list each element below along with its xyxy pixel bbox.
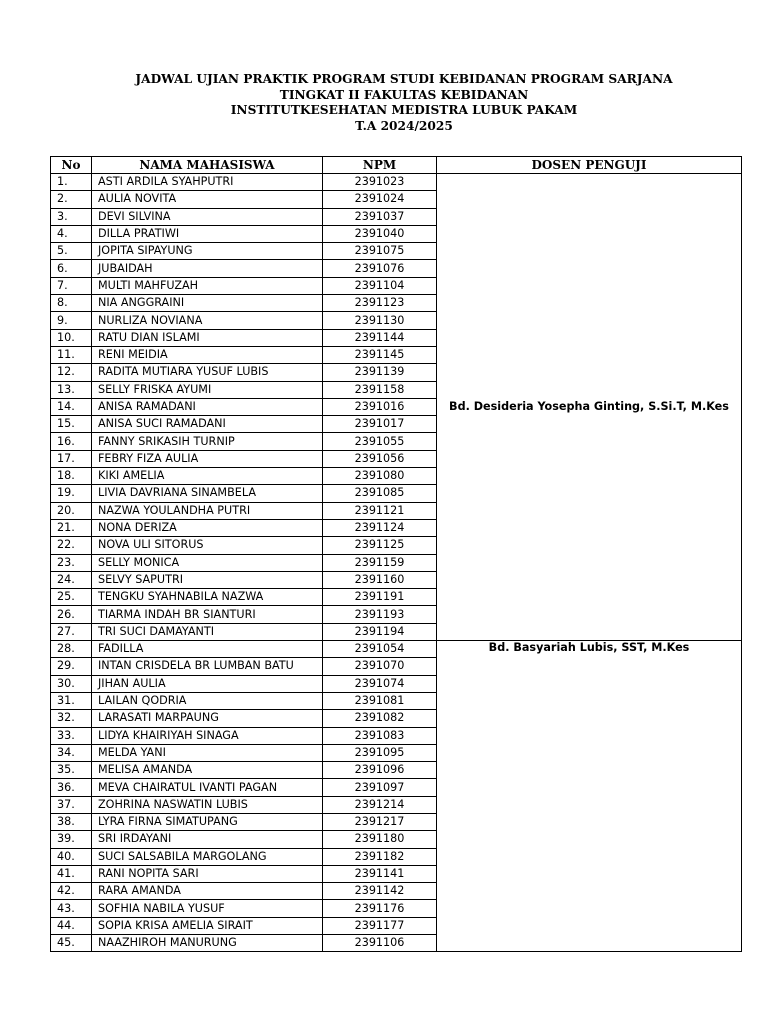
- student-npm: 2391040: [323, 225, 437, 242]
- student-name: SOPIA KRISA AMELIA SIRAIT: [92, 917, 323, 934]
- row-number: 15.: [51, 416, 92, 433]
- student-name: MEVA CHAIRATUL IVANTI PAGAN: [92, 779, 323, 796]
- row-number: 22.: [51, 537, 92, 554]
- student-npm: 2391081: [323, 692, 437, 709]
- student-name: ZOHRINA NASWATIN LUBIS: [92, 796, 323, 813]
- student-npm: 2391130: [323, 312, 437, 329]
- student-npm: 2391023: [323, 174, 437, 191]
- student-name: TRI SUCI DAMAYANTI: [92, 623, 323, 640]
- student-npm: 2391085: [323, 485, 437, 502]
- row-number: 5.: [51, 243, 92, 260]
- row-number: 39.: [51, 831, 92, 848]
- student-name: TENGKU SYAHNABILA NAZWA: [92, 589, 323, 606]
- student-name: NAZWA YOULANDHA PUTRI: [92, 502, 323, 519]
- student-name: NIA ANGGRAINI: [92, 295, 323, 312]
- student-name: LAILAN QODRIA: [92, 692, 323, 709]
- student-name: LYRA FIRNA SIMATUPANG: [92, 813, 323, 830]
- student-name: NONA DERIZA: [92, 519, 323, 536]
- row-number: 1.: [51, 174, 92, 191]
- row-number: 24.: [51, 571, 92, 588]
- row-number: 38.: [51, 813, 92, 830]
- student-npm: 2391083: [323, 727, 437, 744]
- row-number: 16.: [51, 433, 92, 450]
- student-npm: 2391141: [323, 865, 437, 882]
- student-npm: 2391139: [323, 364, 437, 381]
- student-name: JUBAIDAH: [92, 260, 323, 277]
- row-number: 41.: [51, 865, 92, 882]
- student-npm: 2391024: [323, 191, 437, 208]
- row-number: 19.: [51, 485, 92, 502]
- examiner-name: Bd. Basyariah Lubis, SST, M.Kes: [437, 641, 742, 952]
- student-name: MELISA AMANDA: [92, 762, 323, 779]
- row-number: 33.: [51, 727, 92, 744]
- student-name: JOPITA SIPAYUNG: [92, 243, 323, 260]
- student-npm: 2391194: [323, 623, 437, 640]
- exam-schedule-table: [50, 156, 742, 952]
- row-number: 40.: [51, 848, 92, 865]
- student-npm: 2391104: [323, 277, 437, 294]
- row-number: 36.: [51, 779, 92, 796]
- student-name: FEBRY FIZA AULIA: [92, 450, 323, 467]
- student-npm: 2391144: [323, 329, 437, 346]
- student-npm: 2391106: [323, 935, 437, 952]
- row-number: 37.: [51, 796, 92, 813]
- student-name: LARASATI MARPAUNG: [92, 710, 323, 727]
- student-npm: 2391123: [323, 295, 437, 312]
- student-name: INTAN CRISDELA BR LUMBAN BATU: [92, 658, 323, 675]
- row-number: 27.: [51, 623, 92, 640]
- table-body: [51, 174, 742, 952]
- student-name: AULIA NOVITA: [92, 191, 323, 208]
- student-name: NURLIZA NOVIANA: [92, 312, 323, 329]
- student-name: FANNY SRIKASIH TURNIP: [92, 433, 323, 450]
- student-npm: 2391082: [323, 710, 437, 727]
- student-npm: 2391191: [323, 589, 437, 606]
- row-number: 8.: [51, 295, 92, 312]
- row-number: 4.: [51, 225, 92, 242]
- row-number: 6.: [51, 260, 92, 277]
- student-name: MULTI MAHFUZAH: [92, 277, 323, 294]
- row-number: 17.: [51, 450, 92, 467]
- row-number: 14.: [51, 398, 92, 415]
- student-name: RADITA MUTIARA YUSUF LUBIS: [92, 364, 323, 381]
- student-name: RENI MEIDIA: [92, 346, 323, 363]
- student-npm: 2391054: [323, 641, 437, 658]
- row-number: 45.: [51, 935, 92, 952]
- row-number: 3.: [51, 208, 92, 225]
- student-npm: 2391159: [323, 554, 437, 571]
- title-line-1: JADWAL UJIAN PRAKTIK PROGRAM STUDI KEBIDANAN PROGRAM SARJANA: [135, 72, 673, 86]
- row-number: 26.: [51, 606, 92, 623]
- row-number: 35.: [51, 762, 92, 779]
- student-name: MELDA YANI: [92, 744, 323, 761]
- row-number: 13.: [51, 381, 92, 398]
- title-line-2: TINGKAT II FAKULTAS KEBIDANAN: [279, 87, 529, 102]
- student-name: SELVY SAPUTRI: [92, 571, 323, 588]
- student-name: NAAZHIROH MANURUNG: [92, 935, 323, 952]
- student-npm: 2391056: [323, 450, 437, 467]
- student-npm: 2391193: [323, 606, 437, 623]
- student-name: KIKI AMELIA: [92, 468, 323, 485]
- student-name: NOVA ULI SITORUS: [92, 537, 323, 554]
- student-npm: 2391075: [323, 243, 437, 260]
- student-name: ANISA SUCI RAMADANI: [92, 416, 323, 433]
- student-npm: 2391182: [323, 848, 437, 865]
- row-number: 31.: [51, 692, 92, 709]
- student-npm: 2391124: [323, 519, 437, 536]
- student-name: JIHAN AULIA: [92, 675, 323, 692]
- student-name: ASTI ARDILA SYAHPUTRI: [92, 174, 323, 191]
- student-npm: 2391055: [323, 433, 437, 450]
- student-name: RANI NOPITA SARI: [92, 865, 323, 882]
- row-number: 44.: [51, 917, 92, 934]
- student-npm: 2391217: [323, 813, 437, 830]
- row-number: 9.: [51, 312, 92, 329]
- student-name: SELLY MONICA: [92, 554, 323, 571]
- row-number: 29.: [51, 658, 92, 675]
- row-number: 43.: [51, 900, 92, 917]
- row-number: 21.: [51, 519, 92, 536]
- student-name: RATU DIAN ISLAMI: [92, 329, 323, 346]
- table-row: [51, 174, 742, 191]
- student-npm: 2391076: [323, 260, 437, 277]
- student-name: RARA AMANDA: [92, 883, 323, 900]
- student-name: SUCI SALSABILA MARGOLANG: [92, 848, 323, 865]
- student-name: ANISA RAMADANI: [92, 398, 323, 415]
- row-number: 12.: [51, 364, 92, 381]
- student-npm: 2391080: [323, 468, 437, 485]
- student-npm: 2391121: [323, 502, 437, 519]
- examiner-name: Bd. Desideria Yosepha Ginting, S.Si.T, M.Kes: [437, 174, 742, 641]
- student-npm: 2391142: [323, 883, 437, 900]
- header-no: No: [51, 157, 92, 174]
- row-number: 11.: [51, 346, 92, 363]
- row-number: 28.: [51, 641, 92, 658]
- student-npm: 2391074: [323, 675, 437, 692]
- row-number: 34.: [51, 744, 92, 761]
- student-npm: 2391070: [323, 658, 437, 675]
- row-number: 20.: [51, 502, 92, 519]
- student-name: FADILLA: [92, 641, 323, 658]
- student-npm: 2391097: [323, 779, 437, 796]
- row-number: 25.: [51, 589, 92, 606]
- student-npm: 2391017: [323, 416, 437, 433]
- title-line-4: T.A 2024/2025: [355, 118, 453, 133]
- table-row: [51, 641, 742, 658]
- student-npm: 2391177: [323, 917, 437, 934]
- header-student-name: NAMA MAHASISWA: [92, 157, 323, 174]
- header-npm: NPM: [323, 157, 437, 174]
- student-name: SRI IRDAYANI: [92, 831, 323, 848]
- student-npm: 2391096: [323, 762, 437, 779]
- student-npm: 2391158: [323, 381, 437, 398]
- row-number: 10.: [51, 329, 92, 346]
- row-number: 30.: [51, 675, 92, 692]
- student-name: TIARMA INDAH BR SIANTURI: [92, 606, 323, 623]
- student-npm: 2391095: [323, 744, 437, 761]
- student-name: LIVIA DAVRIANA SINAMBELA: [92, 485, 323, 502]
- student-name: DEVI SILVINA: [92, 208, 323, 225]
- document-title: [0, 72, 768, 134]
- student-name: SOFHIA NABILA YUSUF: [92, 900, 323, 917]
- student-npm: 2391145: [323, 346, 437, 363]
- student-name: DILLA PRATIWI: [92, 225, 323, 242]
- student-name: LIDYA KHAIRIYAH SINAGA: [92, 727, 323, 744]
- row-number: 23.: [51, 554, 92, 571]
- row-number: 18.: [51, 468, 92, 485]
- row-number: 42.: [51, 883, 92, 900]
- student-npm: 2391214: [323, 796, 437, 813]
- student-npm: 2391037: [323, 208, 437, 225]
- row-number: 2.: [51, 191, 92, 208]
- row-number: 32.: [51, 710, 92, 727]
- title-line-3: INSTITUTKESEHATAN MEDISTRA LUBUK PAKAM: [230, 103, 578, 118]
- student-npm: 2391160: [323, 571, 437, 588]
- student-name: SELLY FRISKA AYUMI: [92, 381, 323, 398]
- header-examiner: DOSEN PENGUJI: [437, 157, 742, 174]
- student-npm: 2391180: [323, 831, 437, 848]
- row-number: 7.: [51, 277, 92, 294]
- student-npm: 2391016: [323, 398, 437, 415]
- table-header-row: [51, 157, 742, 174]
- student-npm: 2391125: [323, 537, 437, 554]
- student-npm: 2391176: [323, 900, 437, 917]
